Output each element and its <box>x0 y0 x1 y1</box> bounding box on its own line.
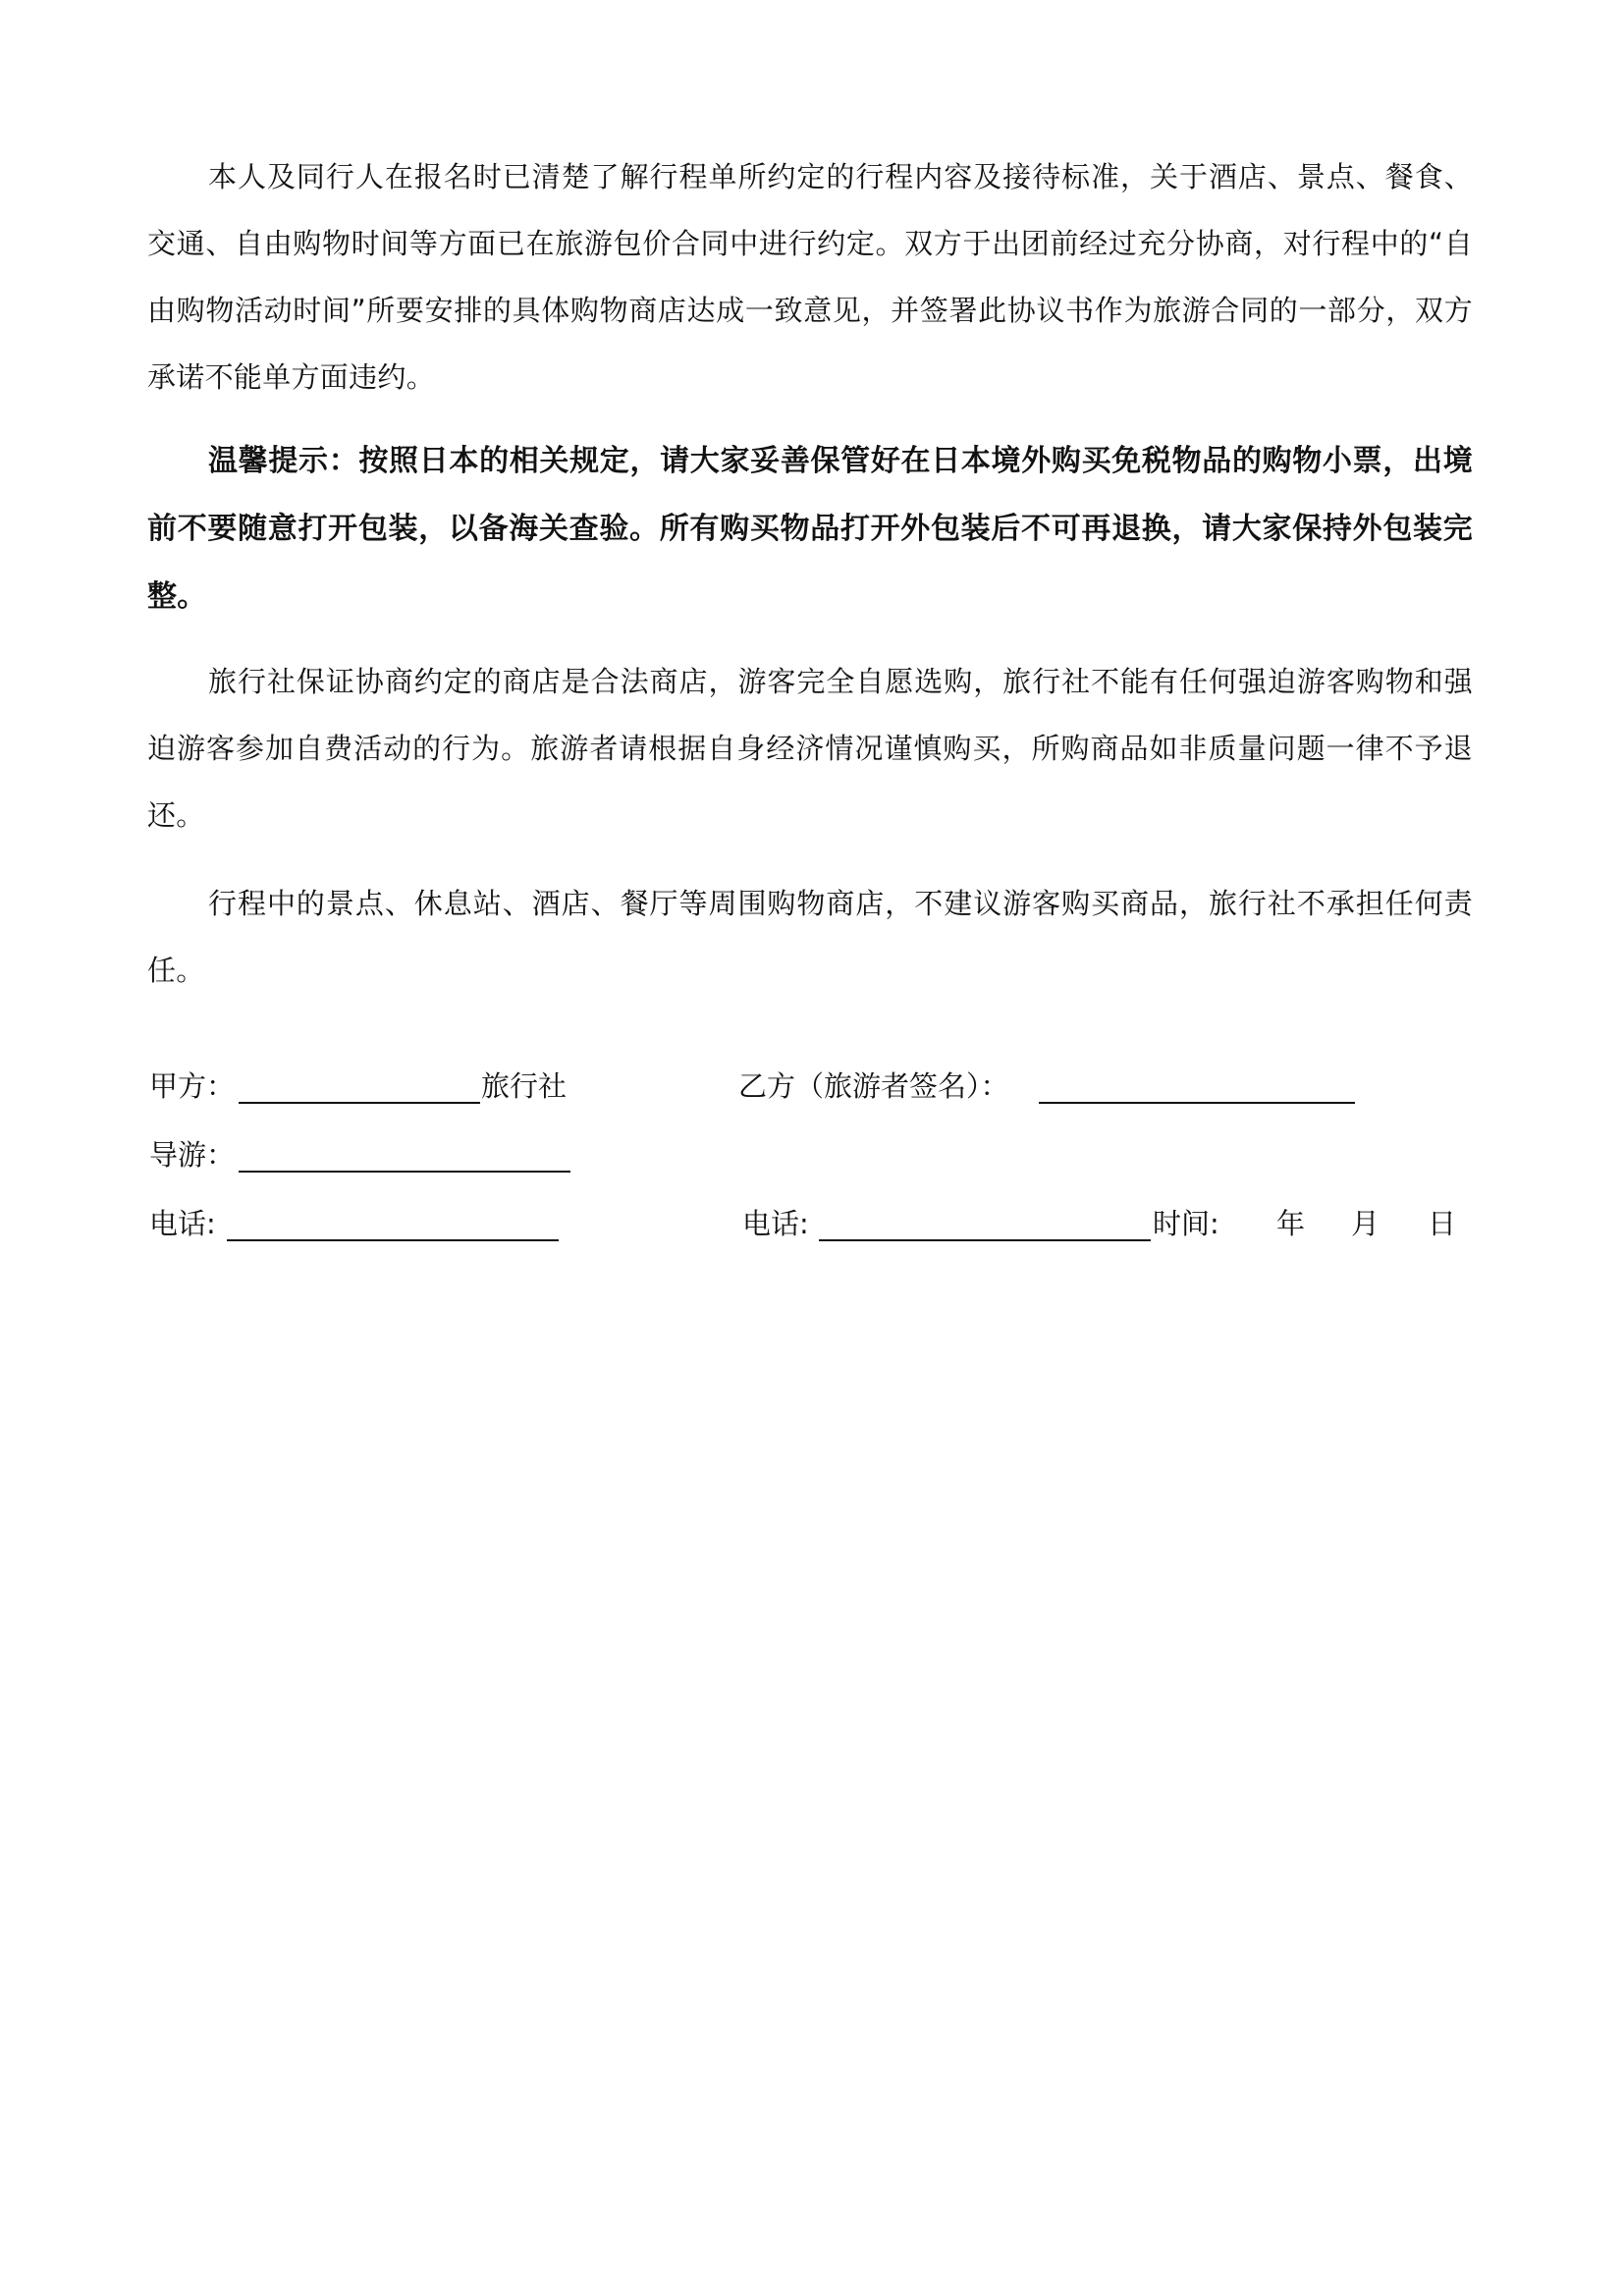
warm-tip-text: 温馨提示：按照日本的相关规定，请大家妥善保管好在日本境外购买免税物品的购物小票，出境前不要随意打开包装，以备海关查验。所有购买物品打开外包装后不可再退换，请大家保持外包装完整。 <box>147 444 1473 614</box>
day-label: 日 <box>1428 1207 1457 1240</box>
party-a-label: 甲方： <box>149 1069 236 1103</box>
phone-a-label: 电话: <box>149 1207 216 1240</box>
party-b-signature-line[interactable] <box>1039 1102 1355 1104</box>
year-label: 年 <box>1276 1207 1306 1240</box>
paragraph-warm-tip <box>147 427 1473 630</box>
document-body <box>147 143 1473 1004</box>
month-label: 月 <box>1351 1207 1380 1240</box>
party-b-label: 乙方（旅游者签名）： <box>738 1069 1009 1103</box>
time-label: 时间: <box>1153 1207 1219 1240</box>
party-a-suffix: 旅行社 <box>481 1069 568 1103</box>
guide-signature-line[interactable] <box>239 1171 570 1173</box>
paragraph-agreement: 本人及同行人在报名时已清楚了解行程单所约定的行程内容及接待标准，关于酒店、景点、餐食、交通、自由购物时间等方面已在旅游包价合同中进行约定。双方于出团前经过充分协商，对行程中的“自由购物活动时间”所要安排的具体购物商店达成一致意见，并签署此协议书作为旅游合同的一部分，双方承诺不能单方面违约。 <box>147 160 1473 394</box>
guide-label: 导游： <box>149 1138 236 1172</box>
phone-b-label: 电话: <box>742 1207 809 1240</box>
paragraph-guarantee: 旅行社保证协商约定的商店是合法商店，游客完全自愿选购，旅行社不能有任何强迫游客购物和强迫游客参加自费活动的行为。旅游者请根据自身经济情况谨慎购买，所购商品如非质量问题一律不予退还。 <box>147 665 1473 832</box>
paragraph-disclaimer: 行程中的景点、休息站、酒店、餐厅等周围购物商店，不建议游客购买商品，旅行社不承担任何责任。 <box>147 887 1473 987</box>
phone-b-line[interactable] <box>819 1239 1151 1241</box>
party-a-signature-line[interactable] <box>239 1102 480 1104</box>
phone-a-line[interactable] <box>227 1239 559 1241</box>
